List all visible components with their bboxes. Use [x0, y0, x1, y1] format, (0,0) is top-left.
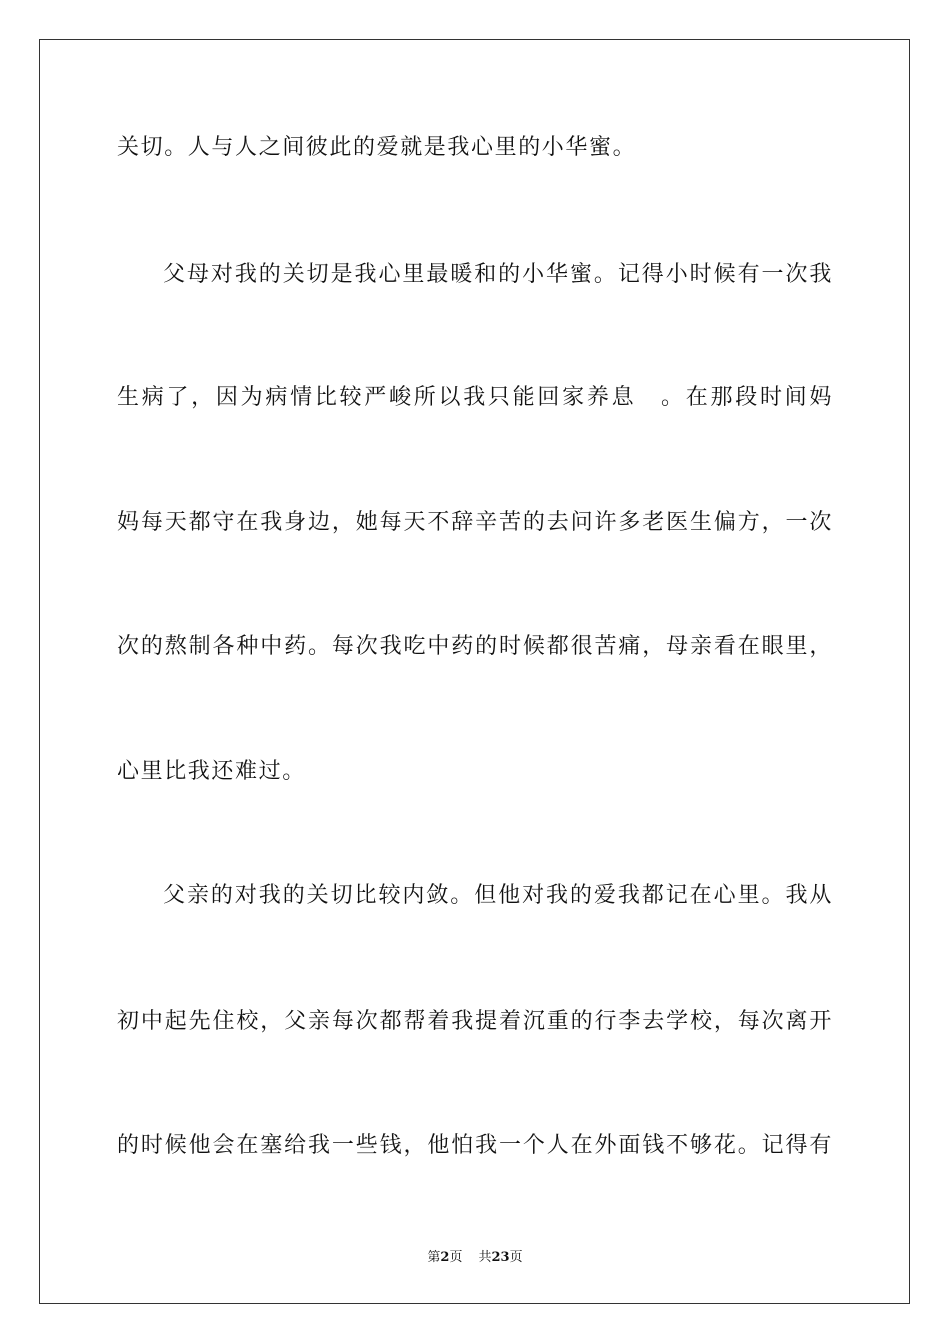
text-line-5: 次的熬制各种中药。每次我吃中药的时候都很苦痛，母亲看在眼里，: [117, 634, 833, 659]
page-prefix: 第: [427, 1250, 441, 1265]
page-suffix: 页: [449, 1250, 463, 1265]
total-suffix: 页: [509, 1250, 523, 1265]
text-line-9: 的时候他会在塞给我一些钱，他怕我一个人在外面钱不够花。记得有: [117, 1133, 833, 1158]
text-line-2: 父母对我的关切是我心里最暖和的小华蜜。记得小时候有一次我: [163, 262, 833, 287]
total-pages: 23: [491, 1250, 510, 1265]
text-line-3: 生病了，因为病情比较严峻所以我只能回家养息 。在那段时间妈: [117, 385, 833, 410]
page-footer: [0, 1250, 950, 1266]
total-prefix: 共: [478, 1250, 492, 1265]
text-line-1: 关切。人与人之间彼此的爱就是我心里的小华蜜。: [117, 135, 637, 160]
page-number: 2: [440, 1250, 450, 1265]
text-line-4: 妈每天都守在我身边，她每天不辞辛苦的去问许多老医生偏方，一次: [117, 510, 833, 535]
text-line-8: 初中起先住校，父亲每次都帮着我提着沉重的行李去学校，每次离开: [117, 1009, 833, 1034]
text-line-7: 父亲的对我的关切比较内敛。但他对我的爱我都记在心里。我从: [163, 883, 833, 908]
text-line-6: 心里比我还难过。: [117, 759, 306, 784]
page-border: [39, 39, 910, 1304]
